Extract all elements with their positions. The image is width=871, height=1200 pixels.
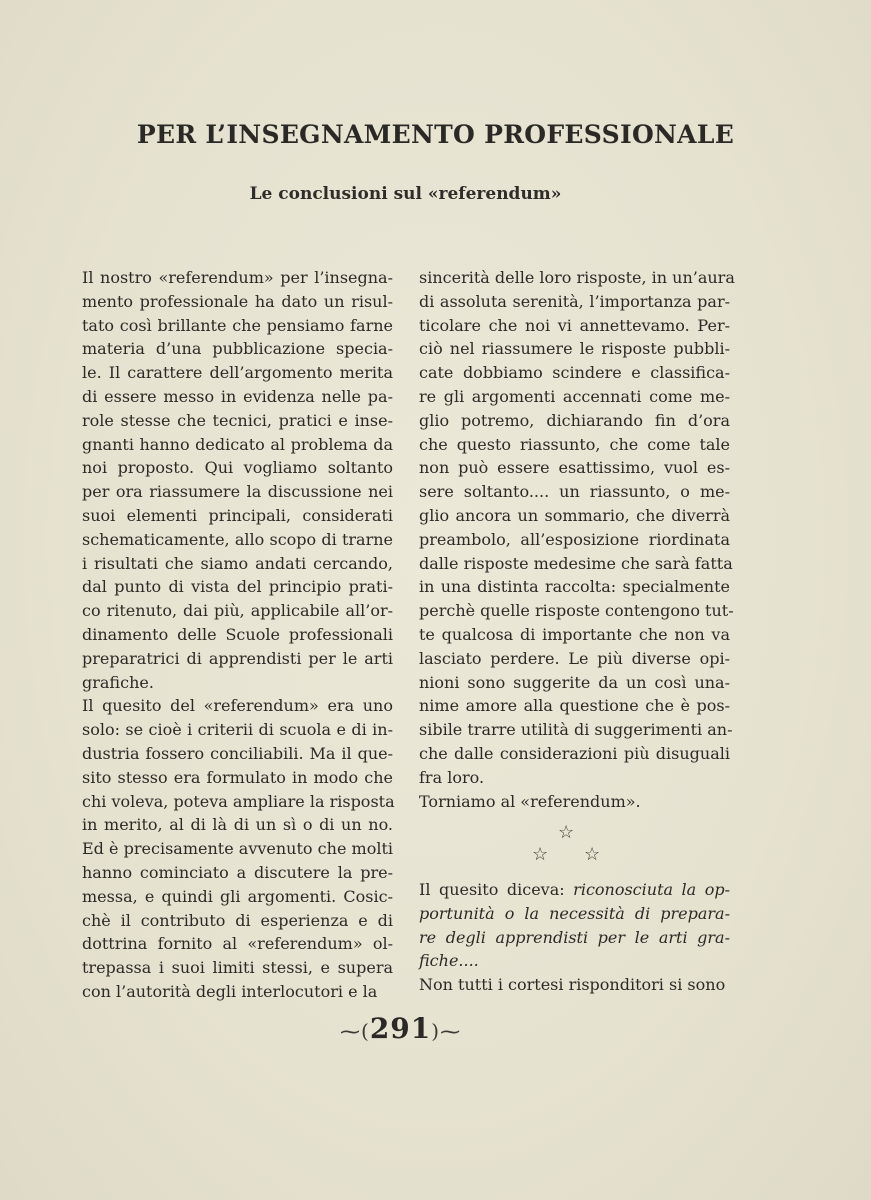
- article-title: PER L’INSEGNAMENTO PROFESSIONALE: [136, 120, 735, 149]
- text-line: Il nostro «referendum» per l’insegna-: [82, 268, 393, 287]
- text-line: Non tutti i cortesi risponditori si sono: [419, 975, 726, 995]
- text-line: materia d’una pubblicazione specia-: [82, 339, 393, 359]
- text-line: preambolo, all’esposizione riordinata: [419, 529, 730, 549]
- quote-intro: Il quesito diceva:: [419, 880, 574, 899]
- ornament-right: )⁓: [431, 1019, 462, 1043]
- text-line: Torniamo al «referendum».: [419, 791, 641, 811]
- text-line: non può essere esattissimo, vuol es-: [419, 458, 730, 478]
- text-line: che questo riassunto, che come tale: [419, 434, 730, 454]
- left-column: [82, 266, 393, 1004]
- text-line: di essere messo in evidenza nelle pa-: [82, 386, 393, 406]
- text-line: dalle risposte medesime che sarà fatta: [419, 553, 733, 573]
- quote-line: re degli apprendisti per le arti gra-: [419, 927, 730, 947]
- text-line: Ed è precisamente avvenuto che molti: [82, 839, 393, 859]
- text-line: fra loro.: [419, 767, 485, 787]
- text-line: per ora riassumere la discussione nei: [82, 482, 393, 502]
- quote-line: fiche....: [419, 951, 479, 971]
- text-line: i risultati che siamo andati cercando,: [82, 553, 393, 573]
- right-column-bottom: [419, 878, 730, 997]
- text-line: glio potremo, dichiarando fin d’ora: [419, 410, 730, 430]
- text-line: role stesse che tecnici, pratici e inse-: [82, 410, 393, 430]
- text-line: ciò nel riassumere le risposte pubbli-: [419, 339, 730, 359]
- text-line: Il quesito del «referendum» era uno: [82, 696, 393, 716]
- text-line: in merito, al di là di un sì o di un no.: [82, 815, 393, 835]
- text-line: chè il contributo di esperienza e di: [82, 910, 393, 930]
- text-line: schematicamente, allo scopo di trarne: [82, 529, 393, 549]
- text-line: nioni sono suggerite da un così una-: [419, 672, 730, 692]
- text-line: dottrina fornito al «referendum» ol-: [82, 934, 393, 954]
- text-line: chi voleva, poteva ampliare la risposta: [82, 791, 395, 811]
- text-line: con l’autorità degli interlocutori e la: [82, 981, 378, 1001]
- text-line: trepassa i suoi limiti stessi, e supera: [82, 958, 393, 978]
- text-line: sito stesso era formulato in modo che: [82, 767, 393, 787]
- text-line: grafiche.: [82, 672, 154, 692]
- text-line: le. Il carattere dell’argomento merita: [82, 363, 393, 383]
- article-subtitle: Le conclusioni sul «referendum»: [249, 184, 562, 204]
- text-line: noi proposto. Qui vogliamo soltanto: [82, 458, 393, 478]
- text-line: suoi elementi principali, considerati: [82, 505, 393, 525]
- text-line: di assoluta serenità, l’importanza par-: [419, 291, 730, 311]
- text-line: hanno cominciato a discutere la pre-: [82, 862, 393, 882]
- text-line: dustria fossero conciliabili. Ma il que-: [82, 743, 393, 763]
- text-line: tato così brillante che pensiamo farne: [82, 315, 393, 335]
- text-line: messa, e quindi gli argomenti. Cosic-: [82, 886, 393, 906]
- text-line: cate dobbiamo scindere e classifica-: [419, 363, 730, 383]
- text-line: in una distinta raccolta: specialmente: [419, 577, 730, 597]
- text-line: glio ancora un sommario, che diverrà: [419, 505, 730, 525]
- text-line: dal punto di vista del principio prati-: [82, 577, 393, 597]
- page-number: [340, 1012, 460, 1045]
- text-line: ticolare che noi vi annettevamo. Per-: [419, 315, 730, 335]
- ornament-left: ⁓(: [340, 1019, 370, 1043]
- text-line: sincerità delle loro risposte, in un’aura: [419, 268, 735, 287]
- text-line: sibile trarre utilità di suggerimenti an-: [419, 720, 733, 740]
- star-icon: ☆: [558, 822, 575, 843]
- text-line: che dalle considerazioni più disuguali: [419, 743, 730, 763]
- text-line: dinamento delle Scuole professionali: [82, 624, 393, 644]
- star-icon: ☆: [584, 844, 601, 865]
- star-icon: ☆: [532, 844, 549, 865]
- text-line: re gli argomenti accennati come me-: [419, 386, 730, 406]
- text-line: nime amore alla questione che è pos-: [419, 696, 730, 716]
- quote-line: portunità o la necessità di prepara-: [419, 903, 730, 923]
- text-line: gnanti hanno dedicato al problema da: [82, 434, 393, 454]
- page-number-value: 291: [369, 1012, 432, 1045]
- text-line: te qualcosa di importante che non va: [419, 624, 730, 644]
- text-line: lasciato perdere. Le più diverse opi-: [419, 648, 730, 668]
- right-column-top: [419, 266, 735, 813]
- text-line: sere soltanto.... un riassunto, o me-: [419, 482, 730, 502]
- text-line: [419, 878, 730, 902]
- separator-stars: [528, 822, 608, 868]
- text-line: preparatrici di apprendisti per le arti: [82, 648, 393, 668]
- quote-line: riconosciuta la op-: [573, 880, 731, 899]
- text-line: solo: se cioè i criterii di scuola e di in-: [82, 720, 393, 740]
- text-line: co ritenuto, dai più, applicabile all’or-: [82, 601, 393, 621]
- text-line: mento professionale ha dato un risul-: [82, 291, 393, 311]
- text-line: perchè quelle risposte contengono tut-: [419, 601, 734, 621]
